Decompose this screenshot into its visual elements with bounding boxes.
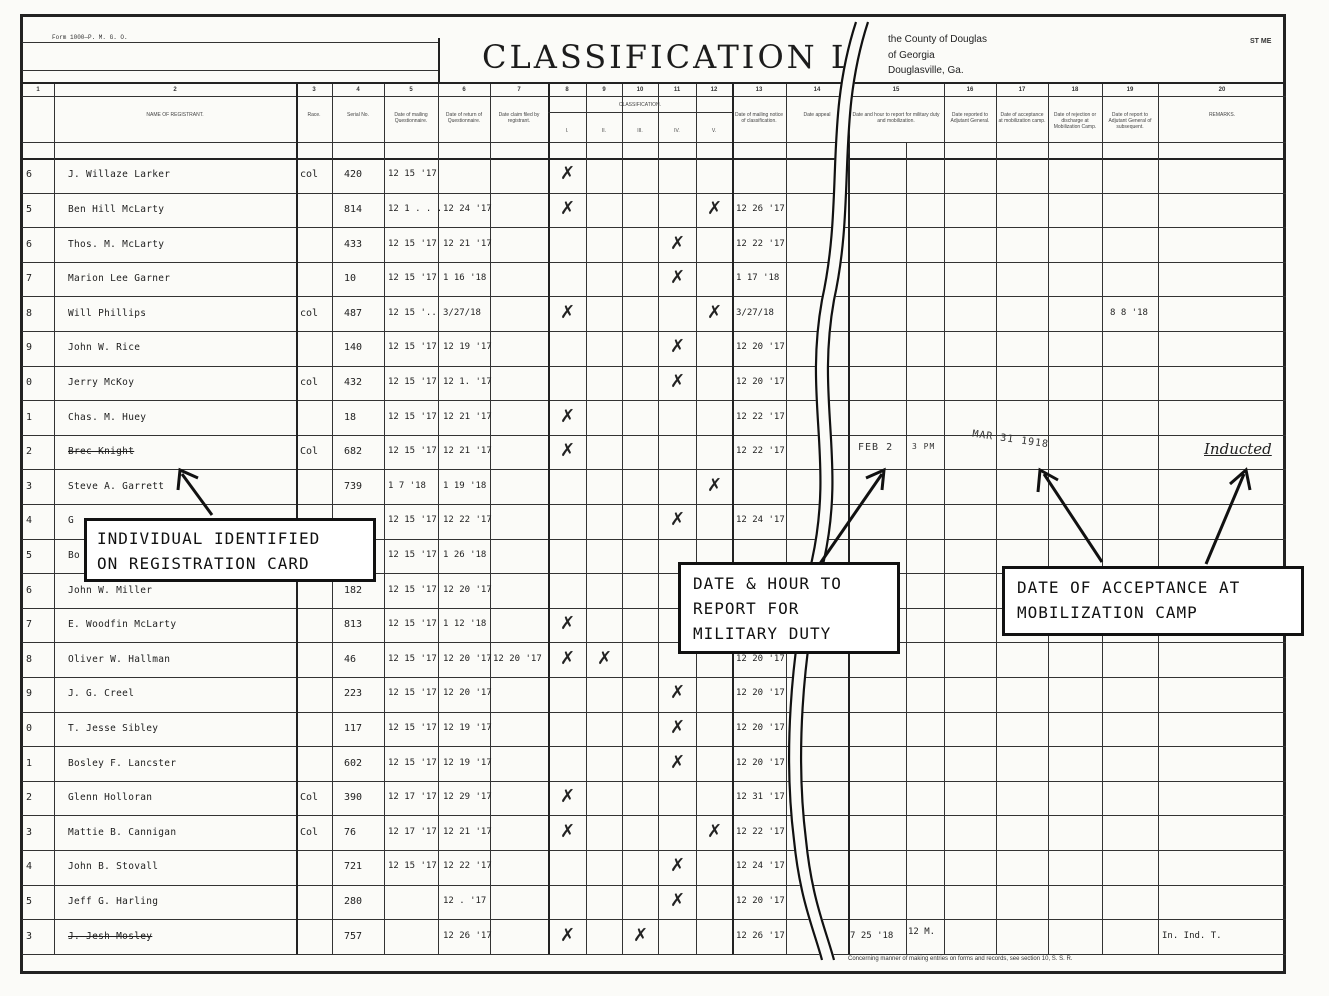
row-number: 5 (26, 895, 33, 907)
column-number: 2 (173, 87, 177, 93)
serial-number: 420 (344, 169, 363, 181)
classification-mark: ✗ (560, 647, 576, 669)
row-number: 0 (26, 376, 33, 388)
questionnaire-returned-date: 12 19 '17 (443, 722, 492, 733)
questionnaire-returned-date: 1 16 '18 (443, 273, 487, 284)
classification-notice-date: 12 22 '17 (736, 446, 785, 457)
questionnaire-returned-date: 12 21 '17 (443, 826, 492, 837)
column-number: 1 (36, 87, 40, 93)
column-number: 7 (517, 87, 521, 93)
arrow-remarks (1206, 474, 1244, 564)
classification-mark: ✗ (707, 301, 723, 323)
serial-number: 757 (344, 930, 363, 942)
questionnaire-returned-date: 12 1. '17 (443, 376, 492, 387)
column-number: 14 (813, 87, 821, 93)
questionnaire-mailed-date: 12 15 '17 (388, 688, 437, 699)
questionnaire-mailed-date: 1 7 '18 (388, 480, 426, 491)
registrant-name: J. Willaze Larker (68, 169, 171, 181)
subsequent-report-date: 8 8 '18 (1110, 307, 1148, 318)
arrow-report-head (866, 470, 884, 490)
classification-mark: ✗ (670, 267, 686, 289)
questionnaire-mailed-date: 12 15 '17 (388, 376, 437, 387)
registrant-name: Ben Hill McLarty (68, 203, 165, 215)
column-number: 17 (1018, 87, 1026, 93)
column-label: V. (711, 128, 717, 134)
classification-mark: ✗ (670, 232, 686, 254)
serial-number: 18 (344, 411, 357, 423)
row-number: 9 (26, 688, 33, 700)
classification-mark: ✗ (670, 370, 686, 392)
registrant-name: Bosley F. Lancster (68, 757, 177, 769)
row-number: 7 (26, 619, 33, 631)
classification-mark: ✗ (560, 613, 576, 635)
questionnaire-mailed-date: 12 17 '17 (388, 826, 437, 837)
classification-notice-date: 12 26 '17 (736, 930, 785, 941)
column-number: 6 (462, 87, 466, 93)
classification-mark: ✗ (560, 924, 576, 946)
classification-mark: ✗ (560, 786, 576, 808)
registrant-name: Glenn Holloran (68, 792, 153, 804)
registrant-name: Will Phillips (68, 307, 147, 319)
serial-number: 433 (344, 238, 363, 250)
questionnaire-mailed-date: 12 15 '17 (388, 549, 437, 560)
questionnaire-mailed-date: 12 15 '17 (388, 584, 437, 595)
classification-notice-date: 12 20 '17 (736, 722, 785, 733)
row-number: 6 (26, 584, 33, 596)
column-number: 16 (966, 87, 974, 93)
race: col (300, 169, 319, 181)
row-number: 4 (26, 861, 33, 873)
serial-number: 117 (344, 722, 363, 734)
claim-filed-date: 12 20 '17 (493, 653, 542, 664)
document-title: CLASSIFICATION L (482, 38, 856, 76)
place-line: Douglasville, Ga. (888, 65, 964, 76)
registrant-name: John W. Rice (68, 342, 141, 354)
registrant-name: Jerry McKoy (68, 376, 135, 388)
questionnaire-returned-date: 12 29 '17 (443, 792, 492, 803)
callout-registration-card: INDIVIDUAL IDENTIFIED ON REGISTRATION CARD (84, 518, 376, 582)
questionnaire-returned-date: 12 21 '17 (443, 446, 492, 457)
column-number: 15 (892, 87, 900, 93)
questionnaire-returned-date: 12 24 '17 (443, 203, 492, 214)
column-number: 8 (565, 87, 569, 93)
row-number: 2 (26, 446, 33, 458)
questionnaire-mailed-date: 12 15 '17 (388, 619, 437, 630)
row-number: 9 (26, 342, 33, 354)
questionnaire-returned-date: 12 20 '17 (443, 584, 492, 595)
questionnaire-returned-date: 12 19 '17 (443, 342, 492, 353)
row-number: 0 (26, 722, 33, 734)
classification-notice-date: 12 20 '17 (736, 342, 785, 353)
column-number: 13 (755, 87, 763, 93)
serial-number: 46 (344, 653, 357, 665)
column-label: Date of mailing notice of classification. (734, 112, 784, 124)
column-label: Date of mailing Questionnaire. (394, 112, 428, 124)
classification-notice-date: 12 20 '17 (736, 757, 785, 768)
registrant-name: Bo (68, 549, 81, 561)
classification-mark: ✗ (560, 820, 576, 842)
questionnaire-returned-date: 12 19 '17 (443, 757, 492, 768)
acceptance-date-stamp: MAR 31 1918 (971, 428, 1050, 451)
classification-mark: ✗ (560, 405, 576, 427)
classification-notice-date: 1 17 '18 (736, 273, 780, 284)
classification-mark: ✗ (597, 647, 613, 669)
registrant-name: Brec Knight (68, 446, 135, 458)
serial-number: 223 (344, 688, 363, 700)
classification-notice-date: 12 31 '17 (736, 792, 785, 803)
classification-mark: ✗ (670, 716, 686, 738)
questionnaire-returned-date: 12 21 '17 (443, 238, 492, 249)
questionnaire-mailed-date: 12 17 '17 (388, 792, 437, 803)
report-hour: 3 PM (912, 442, 936, 452)
serial-number: 682 (344, 446, 363, 458)
registrant-name: Chas. M. Huey (68, 411, 147, 423)
row-number: 8 (26, 653, 33, 665)
questionnaire-returned-date: 12 21 '17 (443, 411, 492, 422)
row-number: 3 (26, 930, 33, 942)
classification-mark: ✗ (670, 855, 686, 877)
serial-number: 10 (344, 273, 357, 285)
column-label: Serial No. (347, 112, 369, 118)
registrant-name: John W. Miller (68, 584, 153, 596)
form-number: Form 1000—P. M. G. O. (52, 34, 128, 41)
classification-mark: ✗ (560, 440, 576, 462)
questionnaire-mailed-date: 12 15 '17 (388, 757, 437, 768)
serial-number: 721 (344, 861, 363, 873)
questionnaire-mailed-date: 12 15 '17 (388, 411, 437, 422)
column-label: I. (565, 128, 569, 134)
column-number: 12 (710, 87, 718, 93)
last-report-hour: 12 M. (908, 926, 936, 937)
row-number: 1 (26, 757, 33, 769)
classification-notice-date: 12 22 '17 (736, 238, 785, 249)
column-label: REMARKS. (1208, 112, 1236, 118)
classification-mark: ✗ (670, 682, 686, 704)
classification-notice-date: 12 20 '17 (736, 895, 785, 906)
questionnaire-returned-date: 12 20 '17 (443, 688, 492, 699)
race: col (300, 376, 319, 388)
column-number: 20 (1218, 87, 1226, 93)
serial-number: 602 (344, 757, 363, 769)
row-number: 7 (26, 273, 33, 285)
questionnaire-returned-date: 1 12 '18 (443, 619, 487, 630)
classification-notice-date: 12 20 '17 (736, 376, 785, 387)
column-label: Date and hour to report for military duty and mobilization. (852, 112, 940, 124)
state-line: of Georgia (888, 50, 935, 61)
classification-notice-date: 12 24 '17 (736, 515, 785, 526)
column-number: 4 (356, 87, 360, 93)
serial-number: 140 (344, 342, 363, 354)
serial-number: 182 (344, 584, 363, 596)
questionnaire-mailed-date: 12 15 '17 (388, 342, 437, 353)
questionnaire-mailed-date: 12 15 '17 (388, 446, 437, 457)
last-remarks: In. Ind. T. (1162, 930, 1222, 941)
classification-notice-date: 12 20 '17 (736, 688, 785, 699)
registrant-name: T. Jesse Sibley (68, 722, 159, 734)
questionnaire-mailed-date: 12 15 '17 (388, 653, 437, 664)
classification-mark: ✗ (707, 474, 723, 496)
registrant-name: E. Woodfin McLarty (68, 619, 177, 631)
column-label: Race. (307, 112, 321, 118)
questionnaire-returned-date: 3/27/18 (443, 307, 481, 318)
classification-mark: ✗ (560, 197, 576, 219)
serial-number: 813 (344, 619, 363, 631)
callout-acceptance-date: DATE OF ACCEPTANCE AT MOBILIZATION CAMP (1002, 566, 1304, 636)
callout-report-for-duty: DATE & HOUR TO REPORT FOR MILITARY DUTY (678, 562, 900, 654)
registrant-name: G (68, 515, 75, 527)
serial-number: 76 (344, 826, 357, 838)
page-break-line (795, 22, 862, 960)
row-number: 4 (26, 515, 33, 527)
registrant-name: J. G. Creel (68, 688, 135, 700)
questionnaire-mailed-date: 12 15 '17 (388, 861, 437, 872)
serial-number: 739 (344, 480, 363, 492)
column-number: 19 (1126, 87, 1134, 93)
questionnaire-returned-date: 12 26 '17 (443, 930, 492, 941)
report-date: FEB 2 (858, 442, 894, 454)
row-number: 3 (26, 826, 33, 838)
footnote: Concerning manner of making entries on forms and records, see section 10, S. S. R. (848, 956, 1073, 962)
corner-code: ST ME (1250, 38, 1272, 45)
column-number: 3 (312, 87, 316, 93)
classification-mark: ✗ (707, 820, 723, 842)
registrant-name: John B. Stovall (68, 861, 159, 873)
column-number: 18 (1071, 87, 1079, 93)
remarks-inducted: Inducted (1204, 440, 1272, 459)
county-line: the County of Douglas (888, 34, 987, 45)
row-number: 2 (26, 792, 33, 804)
column-label: NAME OF REGISTRANT. (146, 112, 204, 118)
row-number: 6 (26, 169, 33, 181)
registrant-name: Thos. M. McLarty (68, 238, 165, 250)
classification-mark: ✗ (670, 509, 686, 531)
classification-notice-date: 3/27/18 (736, 307, 774, 318)
row-number: 5 (26, 203, 33, 215)
classification-header: CLASSIFICATION. (618, 102, 662, 108)
questionnaire-returned-date: 12 . '17 (443, 895, 487, 906)
race: Col (300, 826, 319, 838)
classification-mark: ✗ (560, 163, 576, 185)
registrant-name: J. Jesh Mosley (68, 930, 153, 942)
questionnaire-returned-date: 12 22 '17 (443, 861, 492, 872)
column-number: 11 (673, 87, 681, 93)
column-label: Date of report to Adjutant General of subsequent. (1108, 112, 1152, 130)
row-number: 6 (26, 238, 33, 250)
last-report-date: 7 25 '18 (850, 930, 894, 941)
questionnaire-mailed-date: 12 1 . . . (388, 203, 443, 214)
column-label: Date claim filed by registrant. (498, 112, 540, 124)
race: col (300, 307, 319, 319)
column-label: Date of acceptance at mobilization camp. (998, 112, 1046, 124)
serial-number: 390 (344, 792, 363, 804)
questionnaire-mailed-date: 12 15 '17 (388, 722, 437, 733)
column-number: 10 (636, 87, 644, 93)
classification-notice-date: 12 20 '17 (736, 653, 785, 664)
questionnaire-returned-date: 1 19 '18 (443, 480, 487, 491)
column-number: 5 (409, 87, 413, 93)
registrant-name: Jeff G. Harling (68, 895, 159, 907)
classification-mark: ✗ (670, 889, 686, 911)
classification-notice-date: 12 24 '17 (736, 861, 785, 872)
classification-mark: ✗ (633, 924, 649, 946)
classification-mark: ✗ (670, 751, 686, 773)
classification-notice-date: 12 22 '17 (736, 411, 785, 422)
column-label: Date appeal (803, 112, 831, 118)
row-number: 5 (26, 549, 33, 561)
serial-number: 432 (344, 376, 363, 388)
race: Col (300, 792, 319, 804)
column-label: III. (637, 128, 643, 134)
column-label: Date of rejection or discharge at Mobilization Camp. (1053, 112, 1097, 130)
row-number: 1 (26, 411, 33, 423)
questionnaire-returned-date: 12 20 '17 (443, 653, 492, 664)
classification-mark: ✗ (670, 336, 686, 358)
column-number: 9 (602, 87, 606, 93)
column-label: IV. (674, 128, 680, 134)
registrant-name: Marion Lee Garner (68, 273, 171, 285)
questionnaire-returned-date: 1 26 '18 (443, 549, 487, 560)
classification-mark: ✗ (560, 301, 576, 323)
registrant-name: Oliver W. Hallman (68, 653, 171, 665)
column-label: Date of return of Questionnaire. (445, 112, 483, 124)
questionnaire-mailed-date: 12 15 '17 (388, 273, 437, 284)
arrow-registration (182, 474, 212, 515)
arrow-acceptance (1044, 474, 1102, 562)
serial-number: 487 (344, 307, 363, 319)
serial-number: 814 (344, 203, 363, 215)
race: Col (300, 446, 319, 458)
questionnaire-returned-date: 12 22 '17 (443, 515, 492, 526)
questionnaire-mailed-date: 12 15 '17 (388, 238, 437, 249)
questionnaire-mailed-date: 12 15 '.. (388, 307, 437, 318)
row-number: 8 (26, 307, 33, 319)
questionnaire-mailed-date: 12 15 '17 (388, 169, 437, 180)
column-label: Date reported to Adjutant General. (950, 112, 990, 124)
registrant-name: Mattie B. Cannigan (68, 826, 177, 838)
classification-notice-date: 12 26 '17 (736, 203, 785, 214)
questionnaire-mailed-date: 12 15 '17 (388, 515, 437, 526)
classification-notice-date: 12 22 '17 (736, 826, 785, 837)
row-number: 3 (26, 480, 33, 492)
serial-number: 280 (344, 895, 363, 907)
registrant-name: Steve A. Garrett (68, 480, 165, 492)
column-label: II. (601, 128, 607, 134)
classification-mark: ✗ (707, 197, 723, 219)
